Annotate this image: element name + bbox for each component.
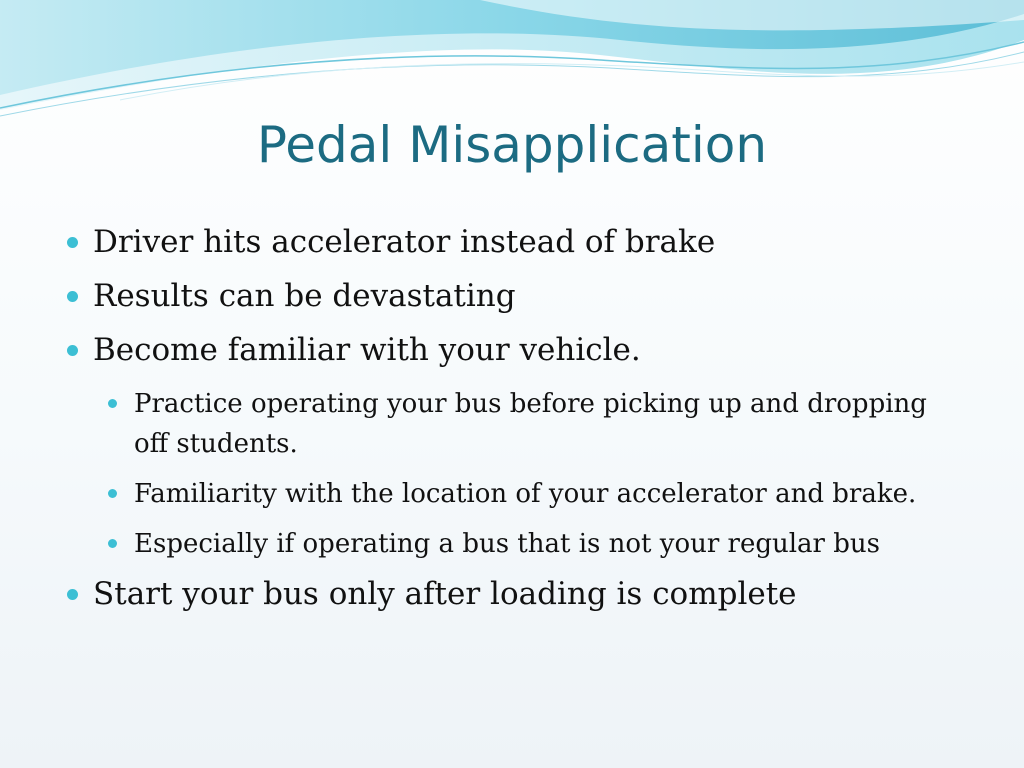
bullet-dot-icon [67,237,78,248]
sub-bullet-text: Practice operating your bus before picking up and dropping off students. [134,389,927,459]
bullet-text: Driver hits accelerator instead of brake [93,224,716,260]
sub-bullet-text: Especially if operating a bus that is not your regular bus [134,529,880,559]
bullet-text: Start your bus only after loading is complete [93,576,797,612]
sub-bullet-text: Familiarity with the location of your accelerator and brake. [134,479,917,509]
bullet-text: Results can be devastating [93,278,516,314]
bullet-text: Become familiar with your vehicle. [93,332,641,368]
bullet-item [64,222,964,262]
sub-bullet-item [64,524,964,564]
sub-bullet-item [64,384,964,464]
sub-bullet-item [64,474,964,514]
bullet-dot-icon [67,291,78,302]
bullet-dot-icon [67,345,78,356]
bullet-dot-icon [67,589,78,600]
bullet-item [64,276,964,316]
sub-bullet-dot-icon [108,399,117,408]
sub-bullet-dot-icon [108,489,117,498]
bullet-item [64,574,964,614]
slide-title: Pedal Misapplication [256,116,768,174]
sub-bullet-dot-icon [108,539,117,548]
bullet-list [64,222,964,628]
bullet-item [64,330,964,370]
